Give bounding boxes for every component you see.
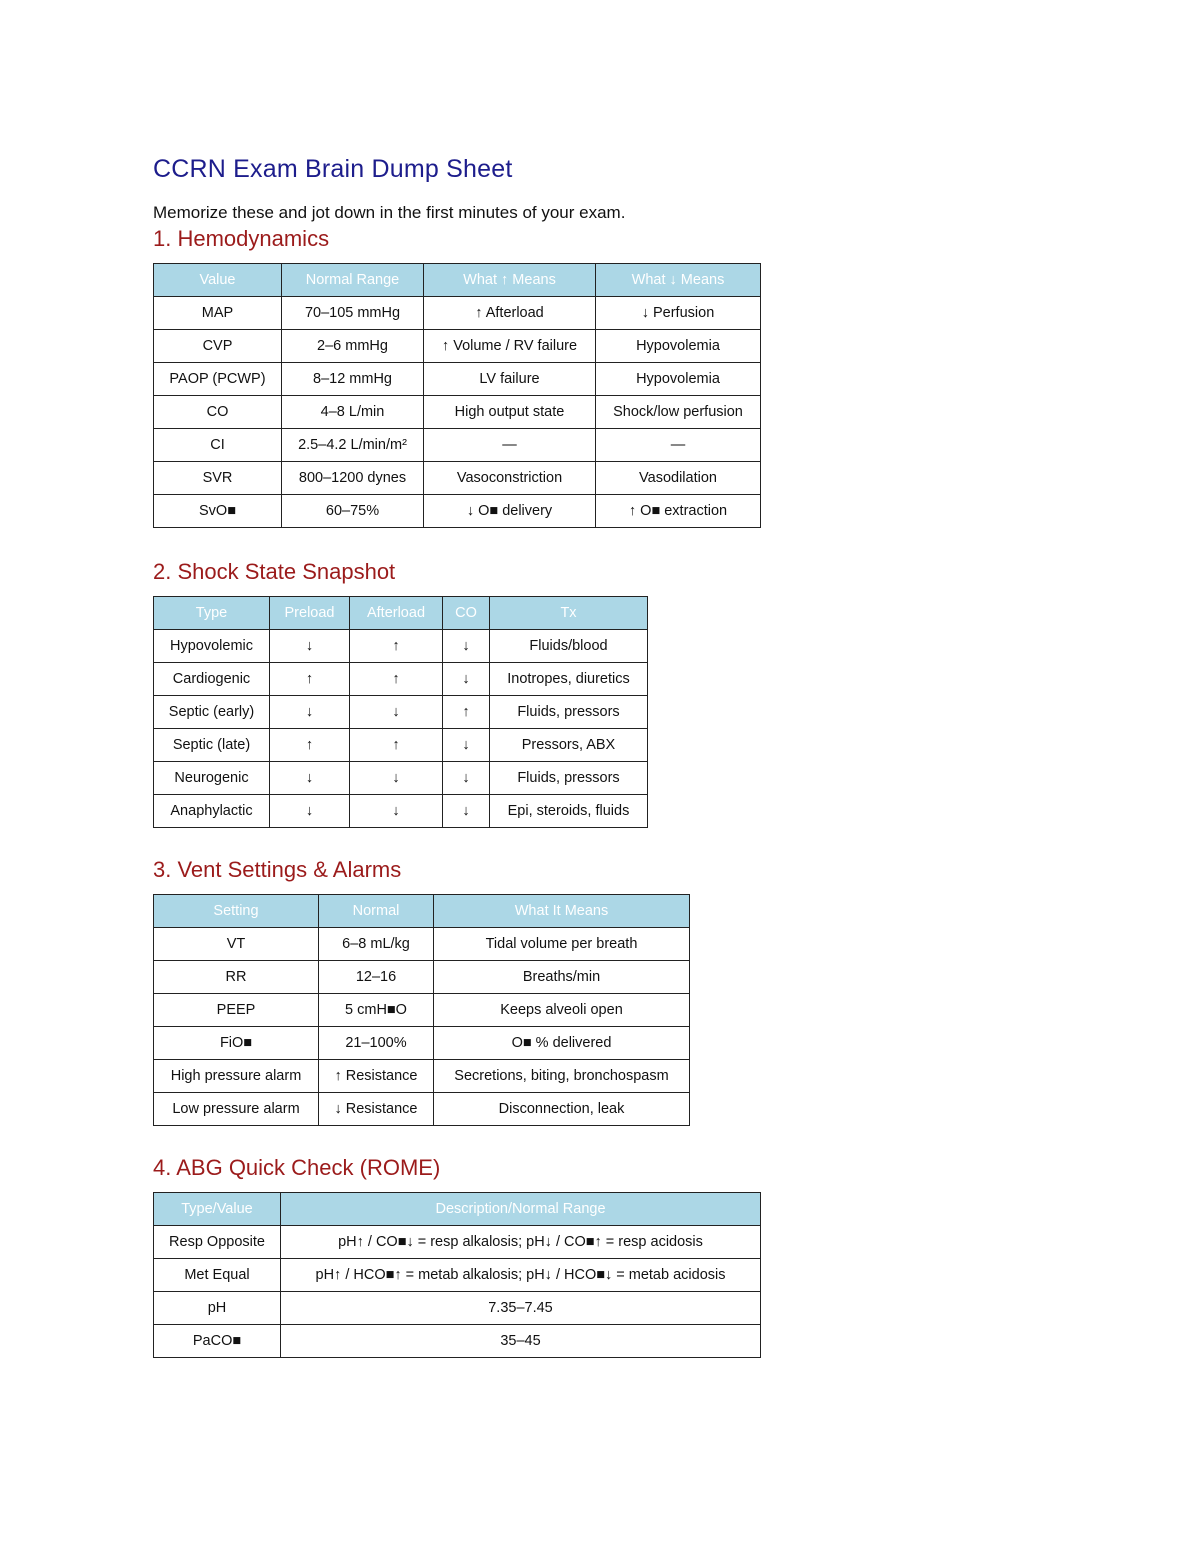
- table-cell: Fluids/blood: [490, 630, 648, 663]
- table-cell: ↑ Volume / RV failure: [424, 330, 596, 363]
- table-cell: O■ % delivered: [434, 1027, 690, 1060]
- section-heading-abg-quick-check: 4. ABG Quick Check (ROME): [153, 1155, 441, 1180]
- table-cell: Disconnection, leak: [434, 1093, 690, 1126]
- table-header: [154, 264, 761, 297]
- table-cell: CO: [154, 396, 282, 429]
- hemodynamics-table: [153, 263, 761, 528]
- table-row: [154, 1259, 761, 1292]
- table-row: [154, 495, 761, 528]
- table-row: [154, 994, 690, 1027]
- table-cell: Epi, steroids, fluids: [490, 795, 648, 828]
- table-cell: ↓: [443, 663, 490, 696]
- table-cell: 800–1200 dynes: [282, 462, 424, 495]
- column-header: Type/Value: [154, 1193, 281, 1226]
- section-heading-vent-settings: 3. Vent Settings & Alarms: [153, 857, 402, 882]
- table-cell: PAOP (PCWP): [154, 363, 282, 396]
- table-row: [154, 795, 648, 828]
- table-cell: Pressors, ABX: [490, 729, 648, 762]
- table-cell: ↓ O■ delivery: [424, 495, 596, 528]
- header-row: [154, 1193, 761, 1226]
- table-cell: PEEP: [154, 994, 319, 1027]
- page-subtitle: Memorize these and jot down in the first minutes of your exam.: [153, 203, 626, 222]
- table-cell: ↓ Perfusion: [596, 297, 761, 330]
- table-cell: 5 cmH■O: [319, 994, 434, 1027]
- table-cell: ↓: [350, 795, 443, 828]
- table-cell: ↑: [350, 630, 443, 663]
- table-row: [154, 663, 648, 696]
- table-cell: ↓: [270, 762, 350, 795]
- table-row: [154, 1292, 761, 1325]
- table-cell: ↑ O■ extraction: [596, 495, 761, 528]
- column-header: Normal Range: [282, 264, 424, 297]
- column-header: What ↑ Means: [424, 264, 596, 297]
- table-cell: RR: [154, 961, 319, 994]
- table-cell: Hypovolemia: [596, 363, 761, 396]
- table-cell: 12–16: [319, 961, 434, 994]
- table-row: [154, 1060, 690, 1093]
- table-cell: ↑: [443, 696, 490, 729]
- column-header: Description/Normal Range: [281, 1193, 761, 1226]
- table-cell: Anaphylactic: [154, 795, 270, 828]
- table-cell: Low pressure alarm: [154, 1093, 319, 1126]
- table-row: [154, 928, 690, 961]
- table-cell: ↑: [350, 663, 443, 696]
- column-header: What ↓ Means: [596, 264, 761, 297]
- header-row: [154, 895, 690, 928]
- table-cell: Vasoconstriction: [424, 462, 596, 495]
- table-cell: ↓: [443, 729, 490, 762]
- table-cell: ↓: [270, 795, 350, 828]
- table-row: [154, 396, 761, 429]
- table-cell: —: [596, 429, 761, 462]
- table-cell: 21–100%: [319, 1027, 434, 1060]
- header-row: [154, 597, 648, 630]
- table-cell: ↑: [270, 663, 350, 696]
- table-row: [154, 1325, 761, 1358]
- table-cell: 8–12 mmHg: [282, 363, 424, 396]
- table-cell: LV failure: [424, 363, 596, 396]
- column-header: Normal: [319, 895, 434, 928]
- table-cell: ↓ Resistance: [319, 1093, 434, 1126]
- column-header: What It Means: [434, 895, 690, 928]
- table-row: [154, 330, 761, 363]
- table-row: [154, 1226, 761, 1259]
- table-row: [154, 696, 648, 729]
- table-cell: ↑ Resistance: [319, 1060, 434, 1093]
- table-cell: Keeps alveoli open: [434, 994, 690, 1027]
- table-cell: 70–105 mmHg: [282, 297, 424, 330]
- table-cell: High output state: [424, 396, 596, 429]
- table-cell: ↓: [443, 762, 490, 795]
- table-cell: pH: [154, 1292, 281, 1325]
- table-row: [154, 297, 761, 330]
- table-cell: Secretions, biting, bronchospasm: [434, 1060, 690, 1093]
- table-cell: CI: [154, 429, 282, 462]
- table-cell: VT: [154, 928, 319, 961]
- table-header: [154, 597, 648, 630]
- table-cell: ↓: [350, 696, 443, 729]
- table-cell: 2.5–4.2 L/min/m²: [282, 429, 424, 462]
- table-header: [154, 895, 690, 928]
- header-row: [154, 264, 761, 297]
- column-header: CO: [443, 597, 490, 630]
- table-cell: ↑: [270, 729, 350, 762]
- table-cell: High pressure alarm: [154, 1060, 319, 1093]
- table-cell: MAP: [154, 297, 282, 330]
- column-header: Type: [154, 597, 270, 630]
- table-row: [154, 630, 648, 663]
- table-cell: ↓: [443, 630, 490, 663]
- table-cell: Breaths/min: [434, 961, 690, 994]
- table-cell: ↓: [270, 630, 350, 663]
- table-row: [154, 961, 690, 994]
- table-cell: 60–75%: [282, 495, 424, 528]
- table-cell: ↑: [350, 729, 443, 762]
- column-header: Setting: [154, 895, 319, 928]
- column-header: Preload: [270, 597, 350, 630]
- table-row: [154, 363, 761, 396]
- table-cell: CVP: [154, 330, 282, 363]
- page-title: CCRN Exam Brain Dump Sheet: [153, 155, 513, 183]
- table-row: [154, 429, 761, 462]
- column-header: Value: [154, 264, 282, 297]
- vent-settings-table: [153, 894, 690, 1126]
- table-cell: Hypovolemic: [154, 630, 270, 663]
- table-cell: Tidal volume per breath: [434, 928, 690, 961]
- table-row: [154, 729, 648, 762]
- table-cell: 4–8 L/min: [282, 396, 424, 429]
- table-cell: pH↑ / CO■↓ = resp alkalosis; pH↓ / CO■↑ = resp acidosis: [281, 1226, 761, 1259]
- table-cell: Resp Opposite: [154, 1226, 281, 1259]
- table-cell: pH↑ / HCO■↑ = metab alkalosis; pH↓ / HCO■↓ = metab acidosis: [281, 1259, 761, 1292]
- table-cell: Vasodilation: [596, 462, 761, 495]
- table-cell: Cardiogenic: [154, 663, 270, 696]
- table-cell: ↓: [270, 696, 350, 729]
- table-cell: SvO■: [154, 495, 282, 528]
- table-cell: FiO■: [154, 1027, 319, 1060]
- table-cell: 2–6 mmHg: [282, 330, 424, 363]
- column-header: Afterload: [350, 597, 443, 630]
- table-row: [154, 462, 761, 495]
- table-cell: 35–45: [281, 1325, 761, 1358]
- table-cell: Septic (early): [154, 696, 270, 729]
- table-cell: Met Equal: [154, 1259, 281, 1292]
- table-row: [154, 1093, 690, 1126]
- abg-quick-check-table: [153, 1192, 761, 1358]
- table-row: [154, 762, 648, 795]
- table-header: [154, 1193, 761, 1226]
- table-cell: Neurogenic: [154, 762, 270, 795]
- table-cell: ↓: [350, 762, 443, 795]
- section-heading-hemodynamics: 1. Hemodynamics: [153, 226, 330, 251]
- table-row: [154, 1027, 690, 1060]
- table-cell: —: [424, 429, 596, 462]
- table-cell: ↑ Afterload: [424, 297, 596, 330]
- table-cell: ↓: [443, 795, 490, 828]
- section-heading-shock-state: 2. Shock State Snapshot: [153, 559, 396, 584]
- table-cell: Fluids, pressors: [490, 762, 648, 795]
- column-header: Tx: [490, 597, 648, 630]
- table-cell: 6–8 mL/kg: [319, 928, 434, 961]
- shock-state-table: [153, 596, 648, 828]
- table-cell: Shock/low perfusion: [596, 396, 761, 429]
- table-cell: Hypovolemia: [596, 330, 761, 363]
- table-cell: Fluids, pressors: [490, 696, 648, 729]
- table-cell: PaCO■: [154, 1325, 281, 1358]
- table-cell: Septic (late): [154, 729, 270, 762]
- table-cell: 7.35–7.45: [281, 1292, 761, 1325]
- table-cell: SVR: [154, 462, 282, 495]
- table-cell: Inotropes, diuretics: [490, 663, 648, 696]
